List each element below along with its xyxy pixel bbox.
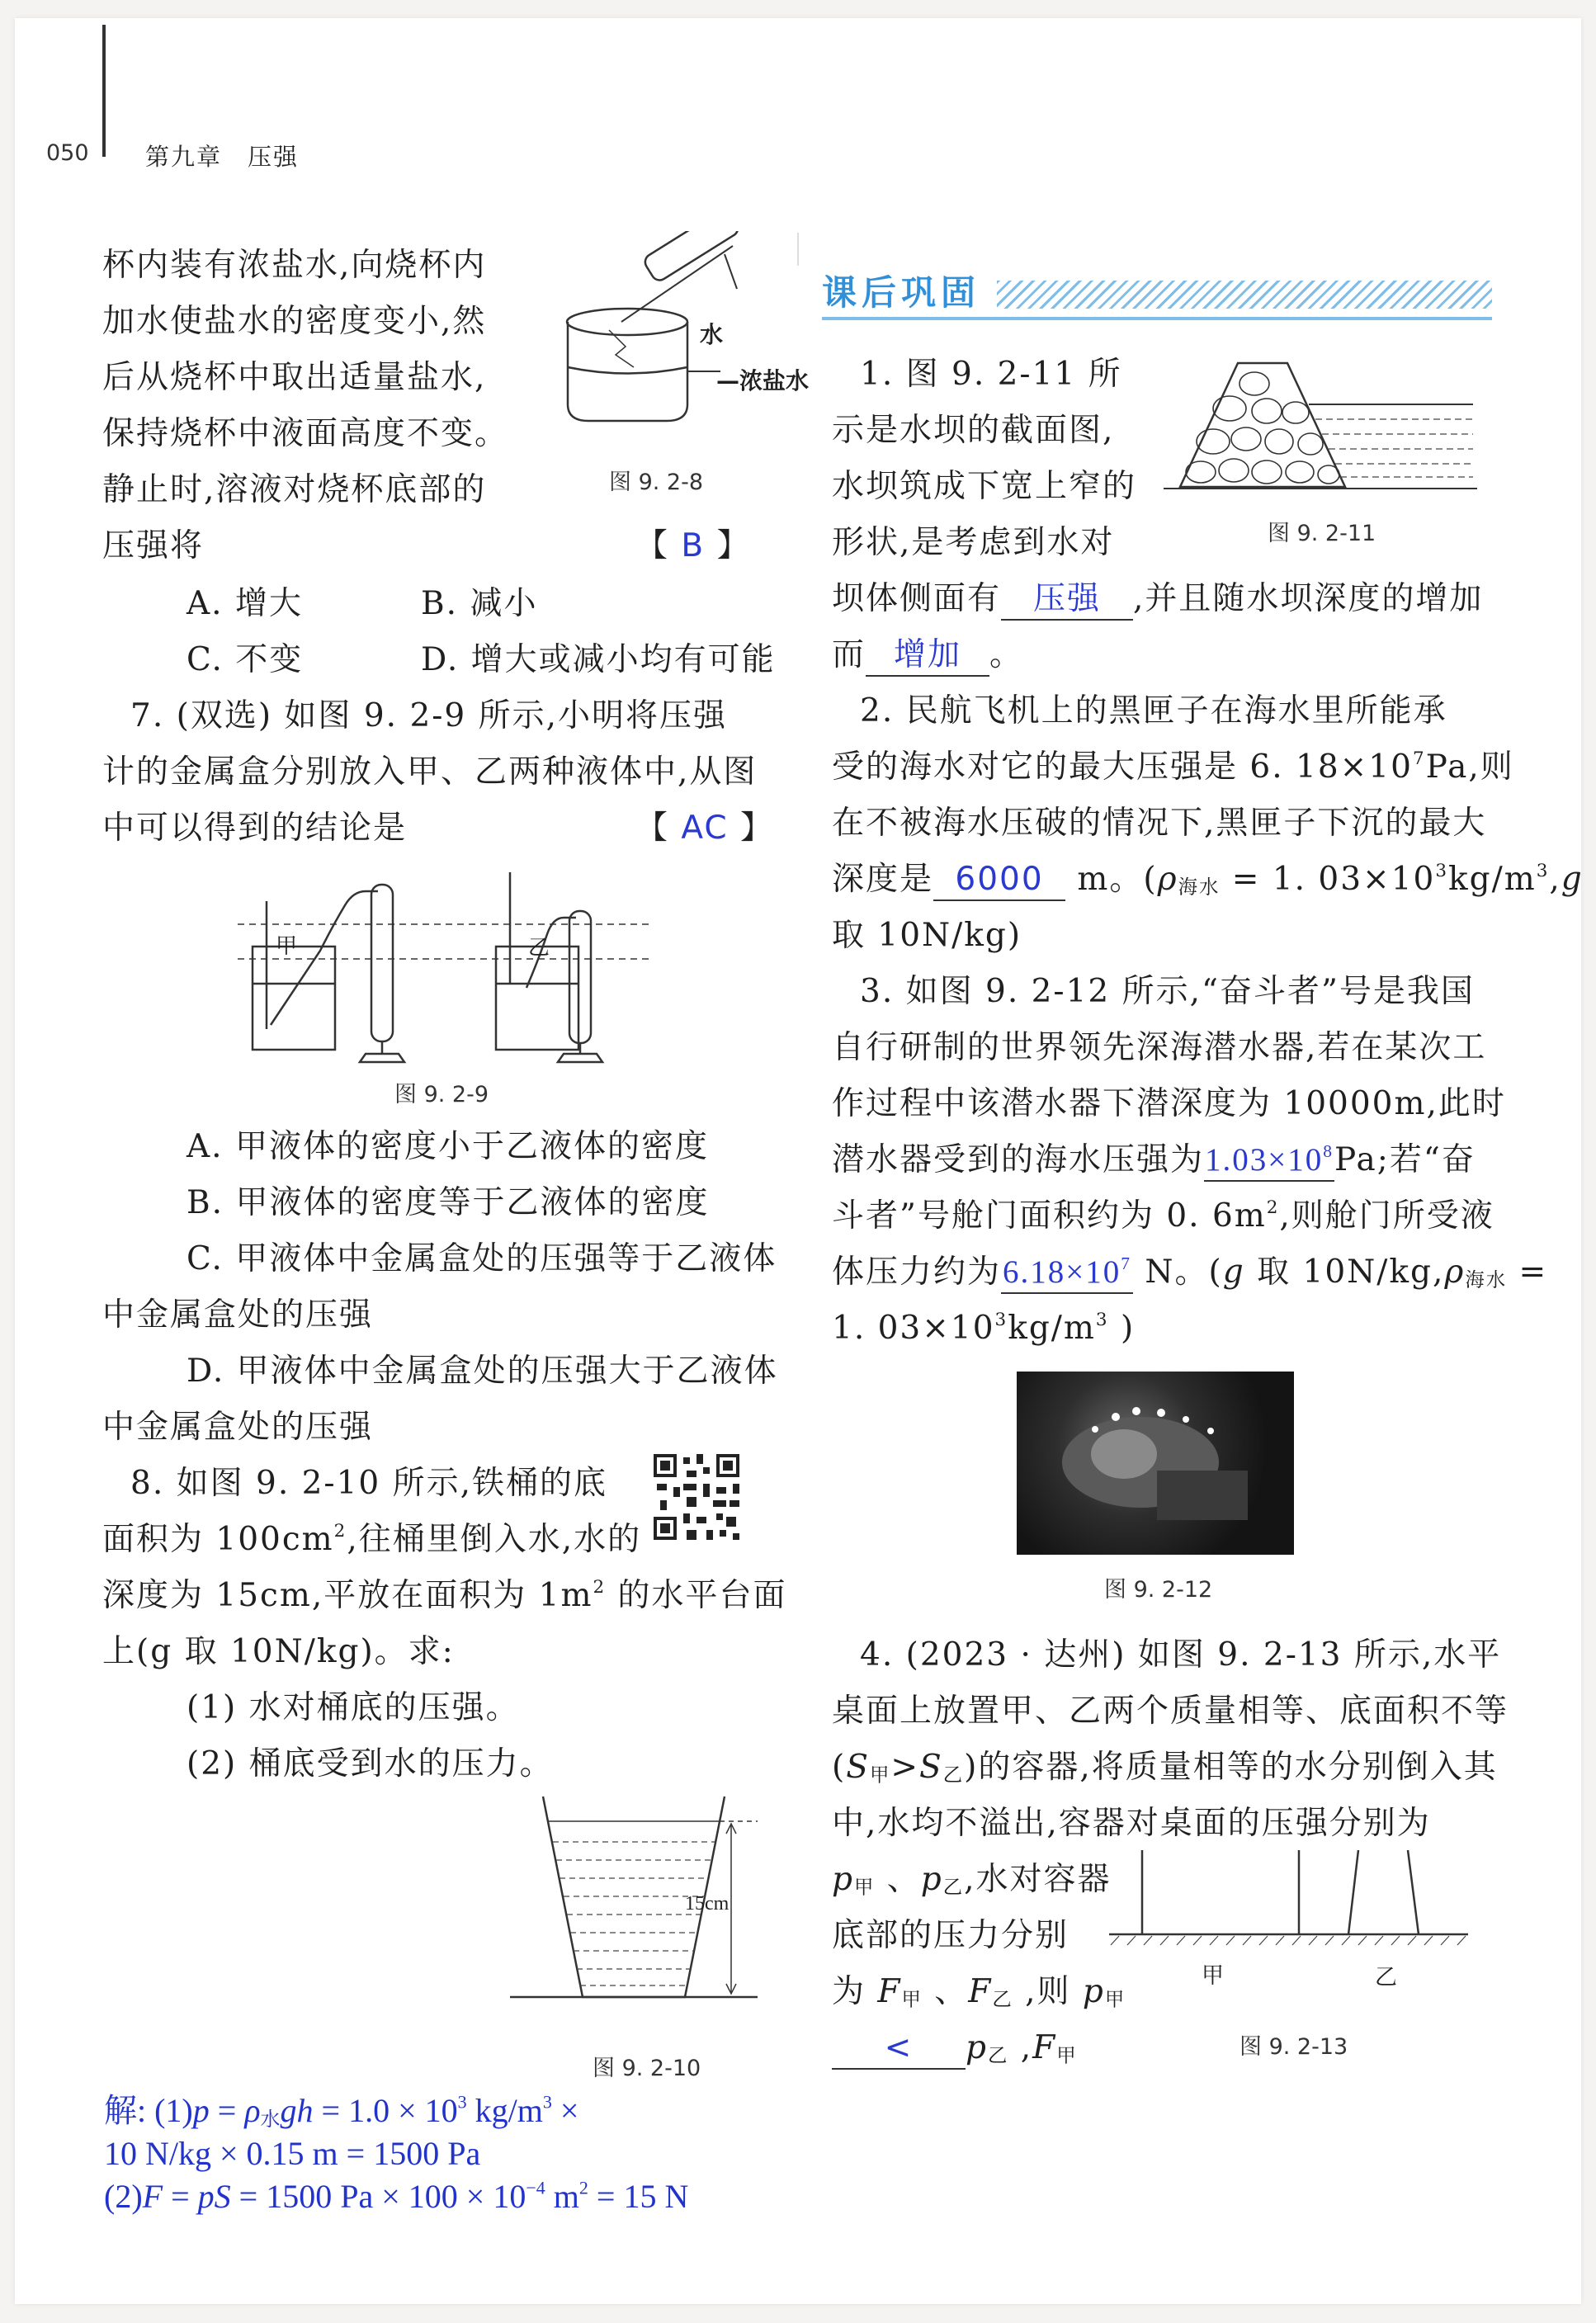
q6-line-4: 保持烧杯中液面高度不变。 (102, 415, 509, 452)
q6-option-d: D. 增大或减小均有可能 (421, 641, 776, 678)
r3-blank-1[interactable]: $1.03\times 10^8$ (1204, 1140, 1334, 1182)
r2-line-2: 受的海水对它的最大压强是 6. $18\times 10^7Pa$,则 (832, 748, 1514, 786)
column-divider (797, 233, 799, 266)
fig-8-label-brine: —浓盐水 (716, 367, 810, 394)
solution-l3-mid: 1500 Pa × 100 × 10 (266, 2178, 526, 2215)
r1-blank-1[interactable]: 压强 (1001, 579, 1133, 621)
r1-line-1: 1. 图 9. 2-11 所 (860, 356, 1122, 393)
q7-line-3: 中可以得到的结论是 (102, 810, 408, 847)
r3-line-2: 自行研制的世界领先深海潜水器,若在某次工 (832, 1029, 1487, 1066)
q8-part-1: (1) 水对桶底的压强。 (187, 1689, 520, 1726)
r3-blank-2-text: 6.18×10 (1003, 1254, 1121, 1290)
q6-option-b: B. 减小 (421, 585, 538, 622)
r3-line-6: 体压力约为$6.18\times 10^7$ N。(g 取 $10N/kg,\rho_{海水}$ = (832, 1244, 1547, 1301)
r4-line-4: 中,水均不溢出,容器对桌面的压强分别为 (832, 1805, 1431, 1842)
fig-12-caption: 图 9. 2-12 (1104, 1577, 1213, 1603)
r4-line-3: $(S_甲>S_乙)$的容器,将质量相等的水分别倒入其 (832, 1749, 1498, 1787)
q7-option-a: A. 甲液体的密度小于乙液体的密度 (187, 1128, 709, 1165)
r3-line-5-tail: ,则舱门所受液 (1279, 1197, 1494, 1235)
r4-line-8: < $p_乙$ $,F_甲$ (832, 2020, 1078, 2076)
q6-line-1: 杯内装有浓盐水,向烧杯内 (102, 247, 487, 284)
solution-line-3: (2)F = pS = 1500 $Pa \times 100 \times 10^{-4}$ $m^2 = 15$ N (104, 2177, 689, 2215)
solution-line-2: 10 N/kg × 0.15 m = 1500 Pa (104, 2135, 481, 2172)
q7-option-c-2: 中金属盒处的压强 (102, 1296, 374, 1334)
section-title-decor (997, 281, 1492, 309)
r3-line-4-tail: Pa;若“奋 (1334, 1141, 1476, 1178)
chapter-title: 第九章 压强 (145, 143, 300, 171)
r1-line-5-tail: ,并且随水坝深度的增加 (1133, 580, 1484, 617)
q6-answer-bracket: 【 B 】 (635, 527, 751, 564)
q8-line-3-tail: 的水平台面 (606, 1577, 787, 1614)
q8-line-4: 上(g 取 10N/kg)。求: (102, 1633, 455, 1670)
r1-line-4: 形状,是考虑到水对 (832, 524, 1115, 561)
solution-line-1: 解: $(1)p = \rho_水gh = 1.0 \times 10^3$ $kg/m^3$ × (104, 2091, 579, 2131)
fig-9-label-yi: 乙 (528, 936, 550, 961)
q6-option-c: C. 不变 (187, 641, 304, 678)
r4-line-1: 4. (2023 · 达州) 如图 9. 2-13 所示,水平 (860, 1636, 1502, 1674)
q8-line-2-tail: ,往桶里倒入水,水的 (347, 1521, 642, 1558)
fig-13-label-yi: 乙 (1375, 1965, 1397, 1990)
fig-8-caption: 图 9. 2-8 (609, 470, 704, 495)
q7-answer-bracket: 【 AC 】 (635, 810, 775, 847)
r2-line-2-text: 受的海水对它的最大压强是 6. 18×10 (832, 748, 1413, 786)
figure-9-2-8 (543, 231, 774, 437)
r2-line-2-tail: Pa,则 (1425, 748, 1514, 786)
fig-13-caption: 图 9. 2-13 (1239, 2034, 1348, 2060)
r4-line-5-text: ,水对容器 (964, 1861, 1112, 1898)
q7-line-1: 7. (双选) 如图 9. 2-9 所示,小明将压强 (130, 697, 728, 734)
q7-option-d-2: 中金属盒处的压强 (102, 1409, 374, 1446)
page (15, 18, 1584, 2304)
r3-line-6-text: 体压力约为 (832, 1254, 1002, 1291)
q8-line-1: 8. 如图 9. 2-10 所示,铁桶的底 (130, 1465, 608, 1502)
r2-line-5: 取 10N/kg) (832, 917, 1022, 954)
solution-l3-end: 15 N (623, 2178, 689, 2215)
solution-l1-pre: 解: (1) (104, 2092, 193, 2129)
r3-line-7: 1. $03\times 10^3kg/m^3$ ) (832, 1309, 1136, 1347)
fig-8-label-water: 水 (700, 321, 724, 348)
q8-line-2-text: 面积为 100cm (102, 1521, 334, 1558)
fig-9-caption: 图 9. 2-9 (394, 1082, 489, 1107)
r3-line-1: 3. 如图 9. 2-12 所示,“奋斗者”号是我国 (860, 973, 1475, 1010)
page-number: 050 (46, 140, 89, 166)
r4-blank[interactable]: < (832, 2028, 966, 2070)
r3-line-4 (832, 1132, 1476, 1188)
q7-line-2: 计的金属盒分别放入甲、乙两种液体中,从图 (102, 753, 758, 791)
figure-9-2-11 (1164, 347, 1477, 495)
r3-line-4-text: 潜水器受到的海水压强为 (832, 1141, 1205, 1178)
r2-line-4-text: 深度是 (832, 861, 934, 898)
r1-line-6-text: 而 (832, 636, 866, 673)
submersible-illustration (1017, 1372, 1294, 1555)
q6-line-3: 后从烧杯中取出适量盐水, (102, 359, 487, 396)
r4-line-3-text: 的容器,将质量相等的水分别倒入其 (978, 1749, 1498, 1786)
section-title-underline (822, 317, 1492, 320)
r2-line-1: 2. 民航飞机上的黑匣子在海水里所能承 (860, 692, 1447, 729)
q7-answer: AC (681, 810, 729, 847)
r1-line-5-text: 坝体侧面有 (832, 580, 1002, 617)
fig-9-label-jia: 甲 (276, 934, 298, 959)
q8-line-2: 面积为 $100cm^2$,往桶里倒入水,水的 (102, 1520, 642, 1558)
r2-line-3: 在不被海水压破的情况下,黑匣子下沉的最大 (832, 805, 1487, 842)
r2-line-4: 深度是 6000 m。($\rho_{海水} = 1$. $03\times 10^3kg/m^3,g$ (832, 852, 1584, 908)
r1-line-2: 示是水坝的截面图, (832, 412, 1115, 449)
q8-line-3: 深度为 15cm,平放在面积为 $1m^2$ 的水平台面 (102, 1576, 787, 1614)
q7-option-c-1: C. 甲液体中金属盒处的压强等于乙液体 (187, 1240, 777, 1277)
r1-line-6: 而 增加 。 (832, 627, 1023, 683)
r1-line-3: 水坝筑成下宽上窄的 (832, 468, 1137, 505)
r3-line-5-text: 斗者”号舱门面积约为 0. 6m (832, 1197, 1267, 1235)
fig-10-caption: 图 9. 2-10 (593, 2056, 701, 2081)
r4-line-6: 底部的压力分别 (832, 1917, 1070, 1954)
fig-10-depth-label: 15cm (685, 1893, 730, 1915)
qr-code-icon[interactable] (650, 1451, 743, 1543)
figure-9-2-9 (238, 868, 650, 1074)
submersible-photo (1017, 1372, 1294, 1555)
r3-line-5: 斗者”号舱门面积约为 0. $6m^2$,则舱门所受液 (832, 1197, 1494, 1235)
r3-line-3: 作过程中该潜水器下潜深度为 10000m,此时 (832, 1085, 1506, 1122)
r4-line-2: 桌面上放置甲、乙两个质量相等、底面积不等 (832, 1693, 1509, 1730)
q6-line-2: 加水使盐水的密度变小,然 (102, 303, 487, 340)
q7-option-b: B. 甲液体的密度等于乙液体的密度 (187, 1184, 710, 1221)
q6-option-a: A. 增大 (187, 585, 303, 622)
r3-blank-1-text: 1.03×10 (1205, 1142, 1324, 1178)
fig-11-caption: 图 9. 2-11 (1268, 521, 1376, 546)
header-rule (102, 25, 106, 157)
fig-13-label-jia: 甲 (1202, 1963, 1224, 1989)
q6-answer: B (681, 527, 706, 564)
r4-line-7: 为 $F_甲$ 、$F_乙$ ,则 $p_甲$ (832, 1973, 1126, 2011)
q8-line-3-text: 深度为 15cm,平放在面积为 1m (102, 1577, 593, 1614)
figure-9-2-13 (1101, 1842, 1472, 1949)
r1-line-5 (832, 571, 1483, 627)
section-title: 课后巩固 (822, 272, 981, 313)
r2-blank[interactable]: 6000 (933, 860, 1065, 901)
q8-part-2: (2) 桶底受到水的压力。 (187, 1745, 554, 1782)
r4-line-5: $p_甲$ 、$p_乙$,水对容器 (832, 1861, 1112, 1899)
q6-line-5: 静止时,溶液对烧杯底部的 (102, 471, 487, 508)
r3-blank-2[interactable]: $6.18\times 10^7$ (1001, 1253, 1133, 1294)
q6-line-6: 压强将 (102, 527, 205, 564)
r1-blank-2[interactable]: 增加 (866, 635, 989, 677)
q7-option-d-1: D. 甲液体中金属盒处的压强大于乙液体 (187, 1353, 778, 1390)
